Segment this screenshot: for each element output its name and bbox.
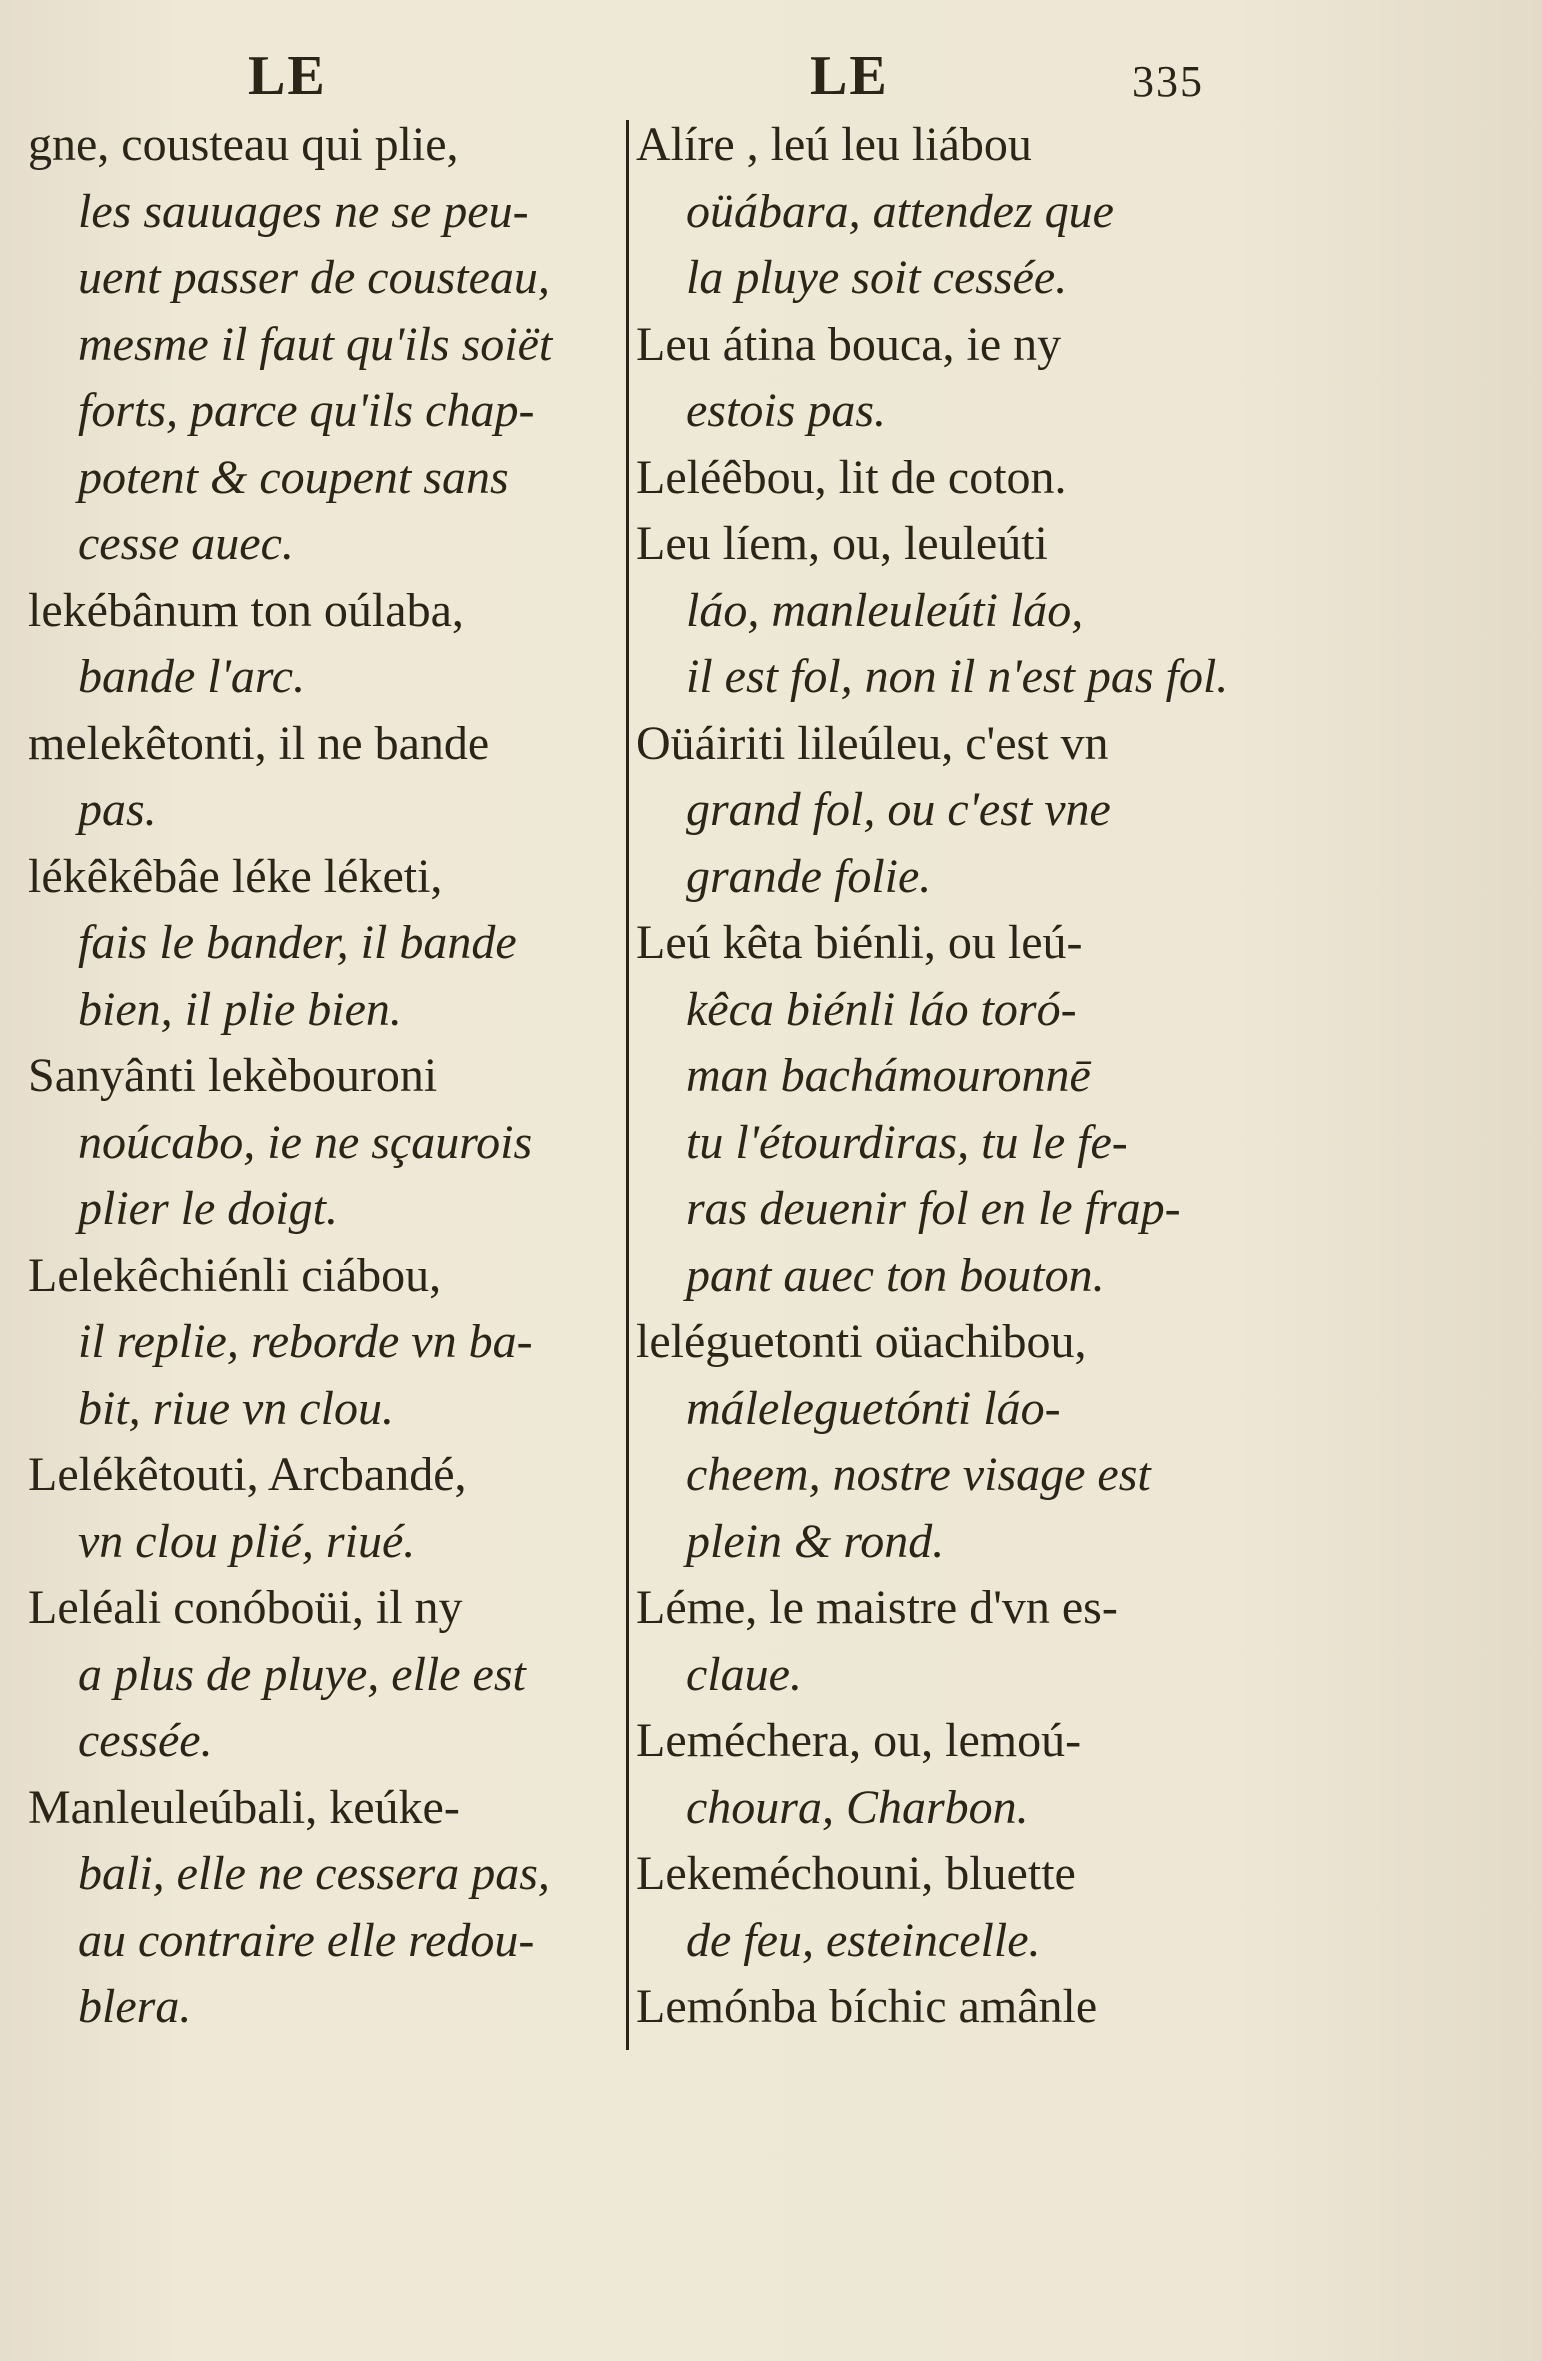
entry-headline: Sanyânti lekèbouroni — [28, 1049, 438, 1102]
entry-continuation-line: bien, il plie bien. — [78, 982, 402, 1036]
dictionary-entry — [28, 1243, 618, 1443]
dictionary-entry — [28, 1442, 618, 1575]
entry-continuation-line: claue. — [686, 1647, 802, 1701]
entry-continuation-line: la pluye soit cessée. — [686, 251, 1068, 304]
entry-continuation-line: bande l'arc. — [78, 650, 306, 703]
dictionary-entry — [636, 445, 1256, 512]
dictionary-entry — [28, 578, 618, 711]
entry-continuation-line: pant auec ton bouton. — [686, 1248, 1105, 1302]
entry-headline: Alíre , leú leu liábou — [636, 118, 1032, 171]
entry-continuation-line: uent passer de cousteau, — [78, 251, 550, 304]
entry-continuation-line: kêca biénli láo toró- — [686, 982, 1077, 1036]
entry-headline: melekêtonti, il ne bande — [28, 716, 490, 770]
dictionary-entry — [28, 179, 618, 578]
entry-continuation-line: láo, manleuleúti láo, — [686, 583, 1084, 637]
entry-headline: Manleuleúbali, keúke- — [28, 1780, 460, 1834]
dictionary-entry — [636, 1309, 1256, 1575]
entry-continuation-line: noúcabo, ie ne sçaurois — [78, 1115, 533, 1169]
entry-continuation-line: plier le doigt. — [78, 1182, 338, 1235]
entry-continuation-line: man bachámouronnē — [686, 1049, 1091, 1102]
entry-continuation-line: máleleguetónti láo- — [686, 1381, 1061, 1435]
running-head-center: LE — [810, 45, 889, 107]
dictionary-entry — [28, 711, 618, 844]
entry-headline: gne, cousteau qui plie, — [28, 118, 459, 171]
entry-continuation-line: il replie, reborde vn ba- — [78, 1315, 533, 1368]
entry-continuation-line: mesme il faut qu'ils soiët — [78, 317, 553, 371]
left-column — [28, 112, 618, 2041]
entry-continuation-line: pas. — [78, 783, 157, 836]
entry-headline: Lekeméchouni, bluette — [636, 1847, 1076, 1900]
entry-headline: lekébânum ton oúlaba, — [28, 583, 464, 637]
entry-continuation-line: bali, elle ne cessera pas, — [78, 1847, 550, 1900]
dictionary-entry — [28, 1775, 618, 2041]
entry-continuation-line: choura, Charbon. — [686, 1780, 1029, 1834]
entry-continuation-line: oüábara, attendez que — [686, 184, 1114, 238]
entry-continuation-line: plein & rond. — [686, 1514, 945, 1568]
entry-continuation-line: a plus de pluye, elle est — [78, 1647, 526, 1701]
entry-headline: Leu átina bouca, ie ny — [636, 317, 1062, 371]
entry-headline: Lelékêtouti, Arcbandé, — [28, 1448, 467, 1501]
entry-continuation-line: cesse auec. — [78, 517, 294, 570]
entry-headline: Oüáiriti lileúleu, c'est vn — [636, 716, 1109, 770]
entry-continuation-line: fais le bander, il bande — [78, 916, 517, 969]
dictionary-entry — [636, 1575, 1256, 1708]
entry-headline: Leu líem, ou, leuleúti — [636, 517, 1048, 570]
entry-continuation-line: estois pas. — [686, 384, 887, 437]
entry-headline: Leú kêta biénli, ou leú- — [636, 916, 1083, 969]
entry-headline: Leléêbou, lit de coton. — [636, 450, 1067, 504]
entry-continuation-line: au contraire elle redou- — [78, 1913, 535, 1967]
entry-continuation-line: les sauuages ne se peu- — [78, 184, 529, 238]
entry-continuation-line: grande folie. — [686, 849, 932, 903]
dictionary-entry — [636, 1708, 1256, 1841]
dictionary-entry — [636, 1974, 1256, 2041]
entry-headline: Leméchera, ou, lemoú- — [636, 1714, 1082, 1767]
dictionary-entry — [28, 844, 618, 1044]
entry-continuation-line: grand fol, ou c'est vne — [686, 783, 1111, 836]
entry-continuation-line: ras deuenir fol en le frap- — [686, 1182, 1181, 1235]
dictionary-entry — [636, 112, 1256, 312]
running-head-left: LE — [248, 45, 327, 107]
entry-continuation-line: de feu, esteincelle. — [686, 1913, 1041, 1967]
entry-continuation-line: tu l'étourdiras, tu le fe- — [686, 1115, 1128, 1169]
dictionary-entry — [28, 1043, 618, 1243]
entry-continuation-line: blera. — [78, 1980, 192, 2033]
entry-continuation-line: potent & coupent sans — [78, 450, 509, 504]
entry-headline: leléguetonti oüachibou, — [636, 1315, 1087, 1368]
dictionary-entry — [636, 910, 1256, 1309]
entry-headline: Lelekêchiénli ciábou, — [28, 1248, 442, 1302]
dictionary-entry — [636, 1841, 1256, 1974]
entry-headline: lékêkêbâe léke léketi, — [28, 849, 443, 903]
entry-continuation-line: bit, riue vn clou. — [78, 1381, 394, 1435]
entry-headline: Léme, le maistre d'vn es- — [636, 1581, 1118, 1634]
entry-continuation-line: vn clou plié, riué. — [78, 1514, 416, 1568]
entry-continuation-line: cheem, nostre visage est — [686, 1448, 1151, 1501]
dictionary-entry — [28, 112, 618, 179]
page-number: 335 — [1132, 57, 1204, 106]
dictionary-entry — [636, 312, 1256, 445]
entry-continuation-line: cessée. — [78, 1714, 213, 1767]
entry-continuation-line: il est fol, non il n'est pas fol. — [686, 650, 1229, 703]
entry-continuation-line: forts, parce qu'ils chap- — [78, 384, 535, 437]
entry-headline: Lemónba bíchic amânle — [636, 1980, 1098, 2033]
dictionary-entry — [636, 711, 1256, 911]
right-column — [636, 112, 1256, 2041]
dictionary-entry — [28, 1575, 618, 1775]
entry-headline: Leléali conóboüi, il ny — [28, 1581, 463, 1634]
column-rule — [626, 120, 629, 2050]
dictionary-entry — [636, 511, 1256, 711]
